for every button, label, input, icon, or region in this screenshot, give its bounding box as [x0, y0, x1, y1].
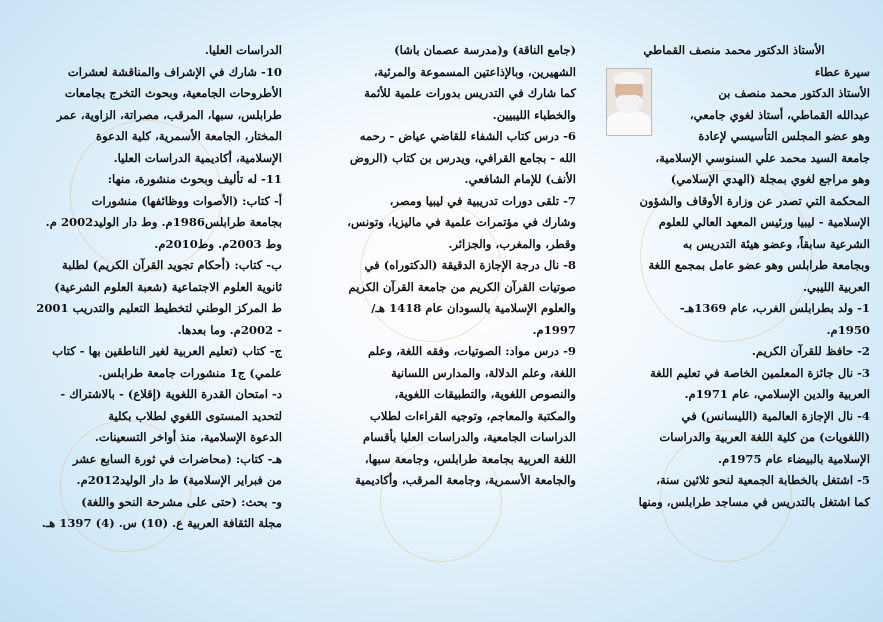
- text-line: والعلوم الإسلامية بالسودان عام 1418 هـ/: [371, 301, 576, 315]
- text-line: 5- اشتغل بالخطابة الجمعية لنحو ثلاثين سنة،: [656, 473, 870, 487]
- text-line: المحكمة التي تصدر عن وزارة الأوقاف والشؤون: [639, 193, 870, 208]
- text-line: وبجامعة طرابلس وهو عضو عامل بمجمع اللغة: [648, 258, 870, 272]
- text-line: الشهيرين، وبالإذاعتين المسموعة والمرئية،: [373, 64, 576, 79]
- text-line: وقطر، والمغرب، والجزائر.: [448, 236, 576, 251]
- text-line: ثانوية العلوم الاجتماعية (شعبة العلوم الشرعية): [54, 279, 282, 294]
- text-line: الدراسات الجامعية، والدراسات العليا بأقسام: [363, 430, 576, 444]
- text-line: والخطباء الليبيين.: [492, 107, 576, 122]
- text-line: الأنف) للإمام الشافعي.: [464, 172, 576, 186]
- text-line: لتحديد المستوى اللغوي لطلاب بكلية: [108, 408, 282, 423]
- text-line: والمكتبة والمعاجم، وتوجيه القراءات لطلاب: [369, 408, 576, 423]
- text-line: المختار، الجامعة الأسمرية، كلية الدعوة: [96, 129, 282, 143]
- text-line: الشرعية سابقاً، وعضو هيئة التدريس به: [682, 236, 870, 251]
- text-line: 8- نال درجة الإجازة الدقيقة (الدكتوراه) في: [364, 258, 576, 272]
- text-line: - 2002م. وما بعدها.: [177, 322, 282, 337]
- text-line: ط المركز الوطني لتخطيط التعليم والتدريب 2001: [36, 301, 282, 315]
- text-line: ب- كتاب: (أحكام تجويد القرآن الكريم) لطلبة: [61, 258, 282, 272]
- text-line: كما شارك في التدريس بدورات علمية للأئمة: [364, 86, 576, 100]
- text-line: العربية والدين الإسلامي، عام 1971م.: [684, 387, 870, 401]
- text-line: هـ- كتاب: (محاضرات في ثورة السابع عشر: [72, 451, 282, 466]
- text-line: الله - بجامع القرافي، ويدرس بن كتاب (الروض: [349, 150, 576, 165]
- biography-column-left: [12, 40, 282, 610]
- text-line: من فبراير الإسلامية) ط دار الوليد2012م.: [76, 473, 282, 487]
- text-line: بجامعة طرابلس1986م. وط دار الوليد2002 م.: [45, 215, 282, 229]
- text-line: اللغة، وعلم الدلالة، والمدارس اللسانية: [391, 365, 576, 380]
- text-line: 4- نال الإجازة العالمية (الليسانس) في: [681, 408, 870, 423]
- text-line: كما اشتغل بالتدريس في مساجد طرابلس، ومنها: [638, 494, 870, 509]
- text-line: و- بحث: (حتى على مشرحة النحو واللغة): [81, 494, 282, 509]
- text-line: صوتيات القرآن الكريم من جامعة القرآن الكريم: [348, 279, 576, 294]
- biography-subtitle: سيرة عطاء: [814, 64, 870, 79]
- text-line: الدراسات العليا.: [204, 43, 282, 57]
- text-line: مجلة الثقافة العربية ع. (10) س. (4) 1397 هـ.: [41, 516, 282, 530]
- text-line: الإسلامية بالبيضاء عام 1975م.: [718, 451, 870, 466]
- text-line: 6- درس كتاب الشفاء للقاضي عياض - رحمه: [359, 129, 576, 143]
- text-line: الأستاذ الدكتور محمد منصف بن: [718, 86, 870, 100]
- text-line: جامعة السيد محمد علي السنوسي الإسلامية،: [655, 150, 870, 165]
- text-line: طرابلس، سبها، المرقب، مصراتة، الزاوية، عمر: [56, 107, 282, 122]
- text-line: عبدالله القماطي، أستاذ لغوي جامعي،: [689, 107, 870, 122]
- text-line: 11- له تأليف وبحوث منشورة، منها:: [107, 172, 282, 186]
- text-line: وشارك في مؤتمرات علمية في ماليزيا، وتونس،: [347, 215, 576, 229]
- text-line: وط 2003م. وط2010م.: [154, 236, 282, 251]
- text-line: (اللغويات) من كلية اللغة العربية والدراسات: [659, 430, 870, 444]
- text-line: والجامعة الأسمرية، وجامعة المرقب، وأكاديمية: [355, 473, 576, 487]
- text-line: الدعوة الإسلامية، منذ أواخر التسعينات.: [94, 430, 282, 444]
- text-line: الأطروحات الجامعية، وبحوث التخرج بجامعات: [64, 86, 282, 100]
- text-line: 2- حافظ للقرآن الكريم.: [751, 344, 870, 358]
- portrait-photo: [606, 68, 652, 136]
- text-line: اللغة العربية بجامعة طرابلس، وجامعة سبها،: [364, 451, 576, 466]
- text-line: الإسلامية، أكاديمية الدراسات العليا.: [113, 150, 282, 165]
- biography-column-middle: [302, 40, 576, 610]
- text-line: 1997م.: [532, 322, 576, 337]
- text-line: والنصوص اللغوية، والتطبيقات اللغوية،: [394, 387, 576, 401]
- text-line: علمي) ج1 منشورات جامعة طرابلس.: [98, 365, 282, 380]
- text-line: (جامع الناقة) و(مدرسة عصمان باشا): [394, 43, 576, 57]
- text-line: د- امتحان القدرة اللغوية (إقلاع) - بالاشتراك -: [60, 387, 282, 401]
- text-line: 9- درس مواد: الصوتيات، وفقه اللغة، وعلم: [367, 344, 576, 358]
- text-line: وهو مراجع لغوي بمجلة (الهدي الإسلامي): [670, 172, 870, 186]
- text-line: 3- نال جائزة المعلمين الخاصة في تعليم اللغة: [650, 365, 870, 380]
- text-line: 7- تلقى دورات تدريبية في ليبيا ومصر،: [389, 193, 576, 208]
- text-line: ج- كتاب (تعليم العربية لغير الناطقين بها - كتاب: [52, 344, 282, 358]
- text-line: أ- كتاب: (الأصوات ووظائفها) منشورات: [91, 193, 282, 208]
- text-line: 10- شارك في الإشراف والمناقشة لعشرات: [67, 64, 282, 79]
- text-line: الإسلامية - ليبيا ورئيس المعهد العالي للعلوم: [658, 215, 870, 229]
- text-line: 1950م.: [826, 322, 870, 337]
- text-line: العربية الليبي.: [802, 279, 870, 294]
- text-line: وهو عضو المجلس التأسيسي لإعادة: [698, 129, 870, 143]
- biography-title: الأستاذ الدكتور محمد منصف القماطي: [643, 43, 825, 57]
- biography-column-right: [598, 40, 870, 610]
- text-line: 1- ولد بطرابلس الغرب، عام 1369هـ-: [679, 301, 870, 315]
